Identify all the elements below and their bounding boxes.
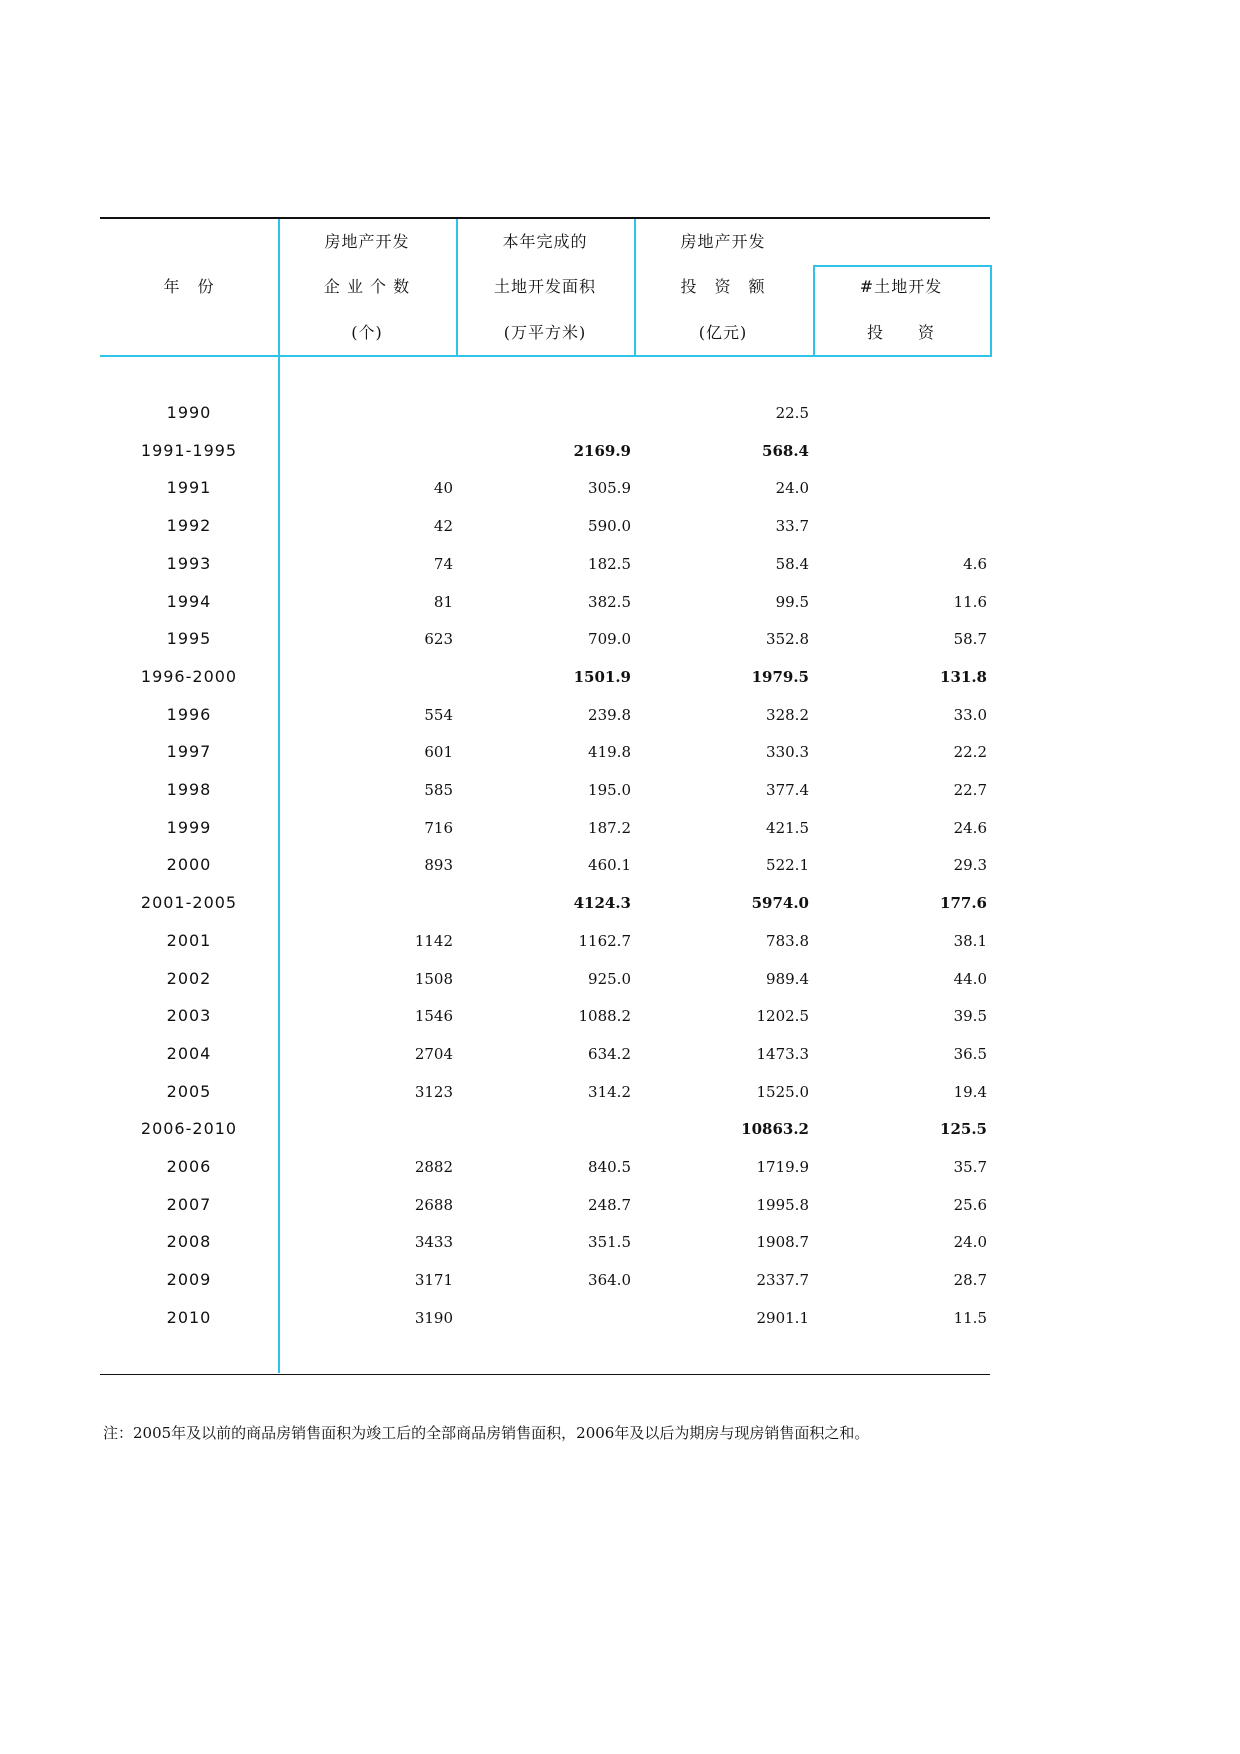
land-investment-cell: 38.1 <box>953 931 987 950</box>
land-investment-cell: 58.7 <box>953 630 987 649</box>
investment-cell: 377.4 <box>766 781 809 799</box>
investment-cell: 783.8 <box>766 931 809 950</box>
investment-cell: 352.8 <box>766 630 809 649</box>
enterprises-cell: 893 <box>424 856 453 875</box>
investment-cell: 5974.0 <box>751 894 809 913</box>
land-area-cell: 1088.2 <box>578 1007 631 1026</box>
table-row <box>100 853 990 877</box>
land-area-cell: 634.2 <box>588 1044 631 1063</box>
land-area-cell: 4124.3 <box>573 894 631 913</box>
land-investment-cell: 22.7 <box>953 781 987 799</box>
enterprises-cell: 81 <box>433 592 453 611</box>
land-area-cell: 840.5 <box>588 1158 631 1176</box>
land-area-cell: 382.5 <box>588 592 631 611</box>
land-investment-cell: 125.5 <box>940 1120 987 1139</box>
investment-cell: 1473.3 <box>756 1044 809 1063</box>
year-cell: 1997 <box>166 742 212 762</box>
investment-cell: 22.5 <box>775 404 809 422</box>
table-row <box>100 1042 990 1066</box>
enterprises-cell: 3190 <box>414 1308 453 1327</box>
land-area-cell: 709.0 <box>588 630 631 649</box>
land-investment-cell: 44.0 <box>953 969 987 988</box>
land-area-cell: 1162.7 <box>578 931 631 950</box>
year-cell: 2009 <box>166 1270 212 1290</box>
land-area-cell: 925.0 <box>588 969 631 988</box>
land-investment-cell: 29.3 <box>953 856 987 875</box>
enterprises-cell: 1508 <box>414 969 453 988</box>
land-area-cell: 314.2 <box>588 1082 631 1101</box>
land-area-cell: 419.8 <box>588 743 631 762</box>
year-cell: 1996-2000 <box>140 666 238 686</box>
enterprises-cell: 3123 <box>414 1082 453 1101</box>
header-land-area-line1: 本年完成的 <box>502 232 588 251</box>
enterprises-cell: 1142 <box>414 931 453 950</box>
land-investment-cell: 4.6 <box>963 554 987 573</box>
investment-cell: 1525.0 <box>756 1082 809 1101</box>
land-investment-cell: 131.8 <box>940 667 987 686</box>
investment-cell: 328.2 <box>766 705 809 724</box>
investment-cell: 99.5 <box>775 592 809 611</box>
table-bottom-rule <box>100 1374 990 1375</box>
investment-cell: 24.0 <box>775 479 809 498</box>
table-row <box>100 816 990 840</box>
land-investment-cell: 36.5 <box>953 1044 987 1063</box>
land-area-cell: 182.5 <box>588 554 631 573</box>
header-land-area-line2: 土地开发面积 <box>493 277 596 296</box>
header-investment-unit: (亿元) <box>698 323 748 342</box>
table-row <box>100 929 990 953</box>
table-row <box>100 514 990 538</box>
land-investment-cell: 11.5 <box>953 1308 987 1327</box>
year-cell: 2004 <box>166 1043 212 1063</box>
year-cell: 2001-2005 <box>140 893 238 913</box>
table-row <box>100 1268 990 1292</box>
table-row <box>100 1004 990 1028</box>
year-cell: 1991-1995 <box>140 440 238 460</box>
table-row <box>100 665 990 689</box>
table-row <box>100 740 990 764</box>
land-area-cell: 351.5 <box>588 1233 631 1252</box>
land-investment-cell: 25.6 <box>953 1195 987 1214</box>
enterprises-cell: 554 <box>424 705 453 724</box>
header-enterprises-unit: (个) <box>351 323 383 342</box>
year-cell: 1992 <box>166 516 212 536</box>
land-investment-cell: 28.7 <box>953 1271 987 1290</box>
table-row <box>100 891 990 915</box>
table-row <box>100 1306 990 1330</box>
land-area-cell: 239.8 <box>588 705 631 724</box>
investment-cell: 989.4 <box>766 969 809 988</box>
investment-cell: 1719.9 <box>756 1158 809 1176</box>
year-cell: 1995 <box>166 629 212 649</box>
header-land-investment-line1: #土地开发 <box>859 277 943 296</box>
investment-cell: 1202.5 <box>756 1007 809 1026</box>
table-row <box>100 476 990 500</box>
investment-cell: 33.7 <box>775 517 809 536</box>
header-investment-line1: 房地产开发 <box>680 232 766 251</box>
land-area-cell: 364.0 <box>588 1271 631 1290</box>
enterprises-cell: 716 <box>424 818 453 837</box>
header-investment-line2: 投 资 额 <box>680 277 766 296</box>
land-investment-cell: 11.6 <box>953 592 987 611</box>
enterprises-cell: 42 <box>433 517 453 536</box>
year-cell: 2005 <box>166 1081 212 1101</box>
land-area-cell: 460.1 <box>588 856 631 875</box>
land-area-cell: 305.9 <box>588 479 631 498</box>
header-year: 年 份 <box>163 277 215 296</box>
land-investment-cell: 39.5 <box>953 1007 987 1026</box>
enterprises-cell: 2882 <box>414 1158 453 1176</box>
table-row <box>100 778 990 802</box>
table-row <box>100 1193 990 1217</box>
land-investment-cell: 19.4 <box>953 1082 987 1101</box>
land-investment-cell: 33.0 <box>953 705 987 724</box>
land-investment-cell: 22.2 <box>953 743 987 762</box>
investment-cell: 1979.5 <box>751 667 809 686</box>
header-enterprises-line2: 企 业 个 数 <box>323 277 411 296</box>
land-area-cell: 590.0 <box>588 517 631 536</box>
year-cell: 2007 <box>166 1194 212 1214</box>
investment-cell: 522.1 <box>766 856 809 875</box>
year-cell: 2008 <box>166 1232 212 1252</box>
investment-cell: 10863.2 <box>741 1120 809 1139</box>
table-row <box>100 1117 990 1141</box>
enterprises-cell: 3171 <box>414 1271 453 1290</box>
year-cell: 1993 <box>166 553 212 573</box>
investment-cell: 58.4 <box>775 554 809 573</box>
land-investment-cell: 24.6 <box>953 818 987 837</box>
year-cell: 1994 <box>166 591 212 611</box>
footnote: 注：2005年及以前的商品房销售面积为竣工后的全部商品房销售面积，2006年及以后为期房与现房销售面积之和。 <box>103 1424 870 1442</box>
year-cell: 1996 <box>166 704 212 724</box>
enterprises-cell: 2688 <box>414 1195 453 1214</box>
investment-cell: 1995.8 <box>756 1195 809 1214</box>
land-area-cell: 1501.9 <box>573 667 631 686</box>
table-row <box>100 1230 990 1254</box>
year-cell: 2003 <box>166 1006 212 1026</box>
enterprises-cell: 601 <box>424 743 453 762</box>
investment-cell: 421.5 <box>766 818 809 837</box>
year-cell: 2006-2010 <box>140 1119 238 1139</box>
land-area-cell: 195.0 <box>588 781 631 799</box>
enterprises-cell: 3433 <box>414 1233 453 1252</box>
enterprises-cell: 623 <box>424 630 453 649</box>
land-investment-cell: 177.6 <box>940 894 987 913</box>
header-bottom-rule <box>100 355 990 357</box>
year-cell: 2002 <box>166 968 212 988</box>
table-row <box>100 590 990 614</box>
investment-cell: 1908.7 <box>756 1233 809 1252</box>
investment-cell: 2337.7 <box>756 1271 809 1290</box>
land-area-cell: 248.7 <box>588 1195 631 1214</box>
year-cell: 2006 <box>166 1157 212 1176</box>
header-land-investment-line2: 投 资 <box>866 323 935 342</box>
year-cell: 1990 <box>166 403 212 422</box>
investment-cell: 330.3 <box>766 743 809 762</box>
table-row <box>100 627 990 651</box>
table-row <box>100 1155 990 1179</box>
year-cell: 2001 <box>166 930 212 950</box>
table-row <box>100 967 990 991</box>
table-row <box>100 439 990 463</box>
land-investment-cell: 35.7 <box>953 1158 987 1176</box>
table-row <box>100 401 990 425</box>
header-enterprises-line1: 房地产开发 <box>324 232 410 251</box>
enterprises-cell: 1546 <box>414 1007 453 1026</box>
year-cell: 1999 <box>166 817 212 837</box>
land-area-cell: 2169.9 <box>573 441 631 460</box>
land-investment-cell: 24.0 <box>953 1233 987 1252</box>
enterprises-cell: 585 <box>424 781 453 799</box>
table-row <box>100 552 990 576</box>
header-land-area-unit: (万平方米) <box>503 323 587 342</box>
year-cell: 2010 <box>166 1307 212 1327</box>
year-cell: 1991 <box>166 478 212 498</box>
investment-cell: 568.4 <box>762 441 809 460</box>
enterprises-cell: 74 <box>433 554 453 573</box>
table-row <box>100 1080 990 1104</box>
year-cell: 2000 <box>166 855 212 875</box>
enterprises-cell: 40 <box>433 479 453 498</box>
table-row <box>100 703 990 727</box>
investment-cell: 2901.1 <box>756 1308 809 1327</box>
year-cell: 1998 <box>166 780 212 799</box>
table-top-rule <box>100 217 990 219</box>
enterprises-cell: 2704 <box>414 1044 453 1063</box>
land-area-cell: 187.2 <box>588 818 631 837</box>
